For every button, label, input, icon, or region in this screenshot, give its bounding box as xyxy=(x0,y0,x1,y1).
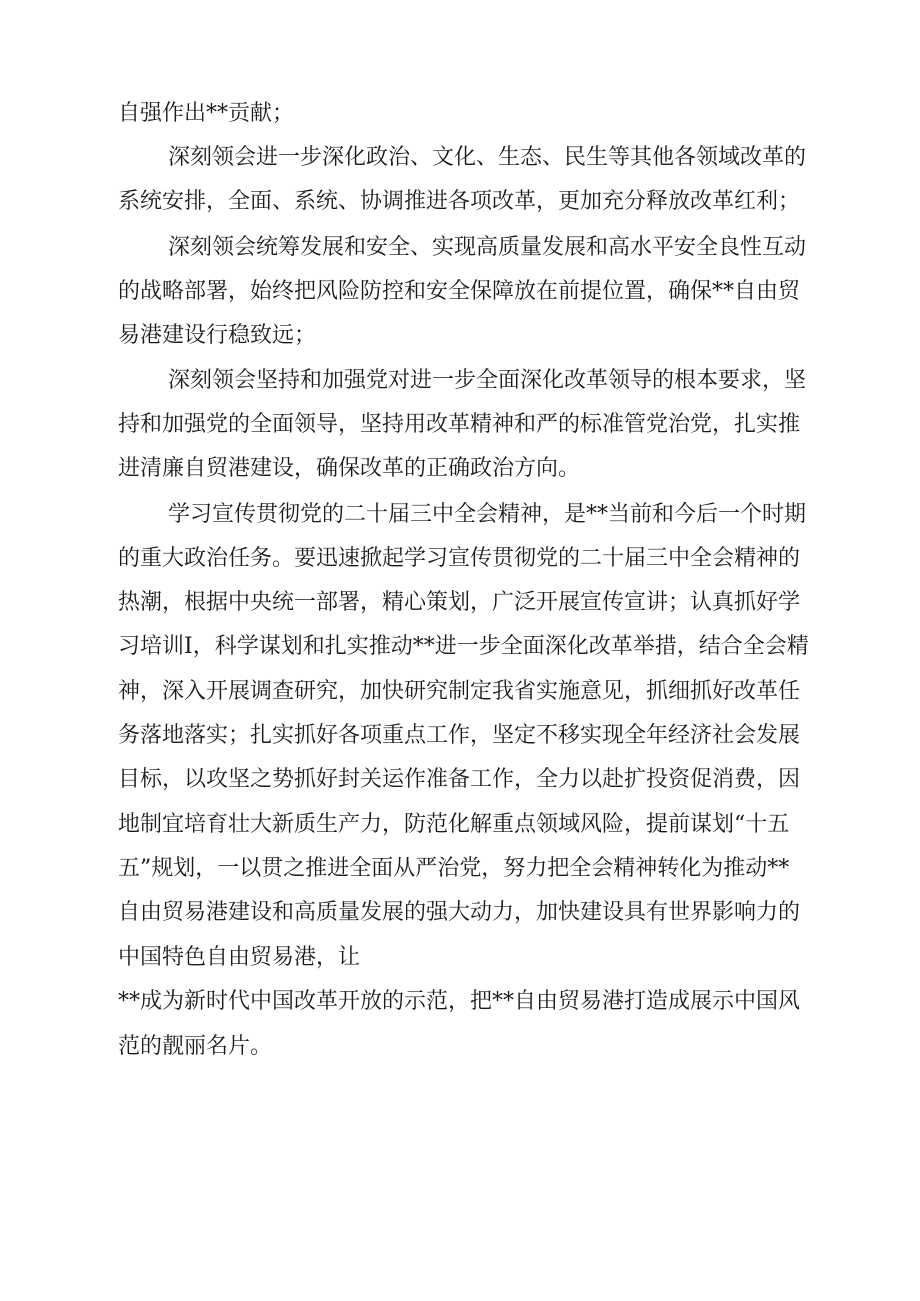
text-line: 热潮，根据中央统一部署，精心策划，广泛开展宣传宣讲；认真抓好学 xyxy=(118,590,801,615)
text-line: 目标，以攻坚之势抓好封关运作准备工作，全力以赴扩投资促消费，因 xyxy=(118,767,801,792)
text-line: 系统安排，全面、系统、协调推进各项改革，更加充分释放改革红利； xyxy=(118,189,801,214)
text-line: 自由贸易港建设和高质量发展的强大动力，加快建设具有世界影响力的 xyxy=(118,900,801,925)
text-line: 神，深入开展调查研究，加快研究制定我省实施意见，抓细抓好改革任 xyxy=(118,679,801,704)
text-line: 的战略部署，始终把风险防控和安全保障放在前提位置，确保**自由贸 xyxy=(118,279,801,304)
text-line: 习培训I，科学谋划和扎实推动**进一步全面深化改革举措，结合全会精 xyxy=(118,634,809,659)
text-line: 持和加强党的全面领导，坚持用改革精神和严的标准管党治党，扎实推 xyxy=(118,412,801,437)
text-line: 中国特色自由贸易港，让 xyxy=(118,945,361,970)
text-line: 的重大政治任务。要迅速掀起学习宣传贯彻党的二十届三中全会精神的 xyxy=(118,546,801,571)
text-line: 务落地落实；扎实抓好各项重点工作，坚定不移实现全年经济社会发展 xyxy=(118,723,801,748)
text-line: 学习宣传贯彻党的二十届三中全会精神，是**当前和今后一个时期 xyxy=(168,502,807,527)
text-line: 易港建设行稳致远； xyxy=(118,323,317,348)
text-line: 地制宜培育壮大新质生产力，防范化解重点领域风险，提前谋划“十五 xyxy=(118,812,790,837)
text-line: 五”规划，一以贯之推进全面从严治党，努力把全会精神转化为推动** xyxy=(118,856,790,881)
text-line: 范的靓丽名片。 xyxy=(118,1034,273,1059)
text-line: 深刻领会进一步深化政治、文化、生态、民生等其他各领域改革的 xyxy=(168,145,807,170)
text-line: 进清廉自贸港建设，确保改革的正确政治方向。 xyxy=(118,456,581,481)
text-line: 深刻领会坚持和加强党对进一步全面深化改革领导的根本要求，坚 xyxy=(168,368,807,393)
text-line: 自强作出**贡献； xyxy=(118,101,295,126)
text-line: 深刻领会统筹发展和安全、实现高质量发展和高水平安全良性互动 xyxy=(168,235,807,260)
text-line: **成为新时代中国改革开放的示范，把**自由贸易港打造成展示中国风 xyxy=(118,989,801,1014)
